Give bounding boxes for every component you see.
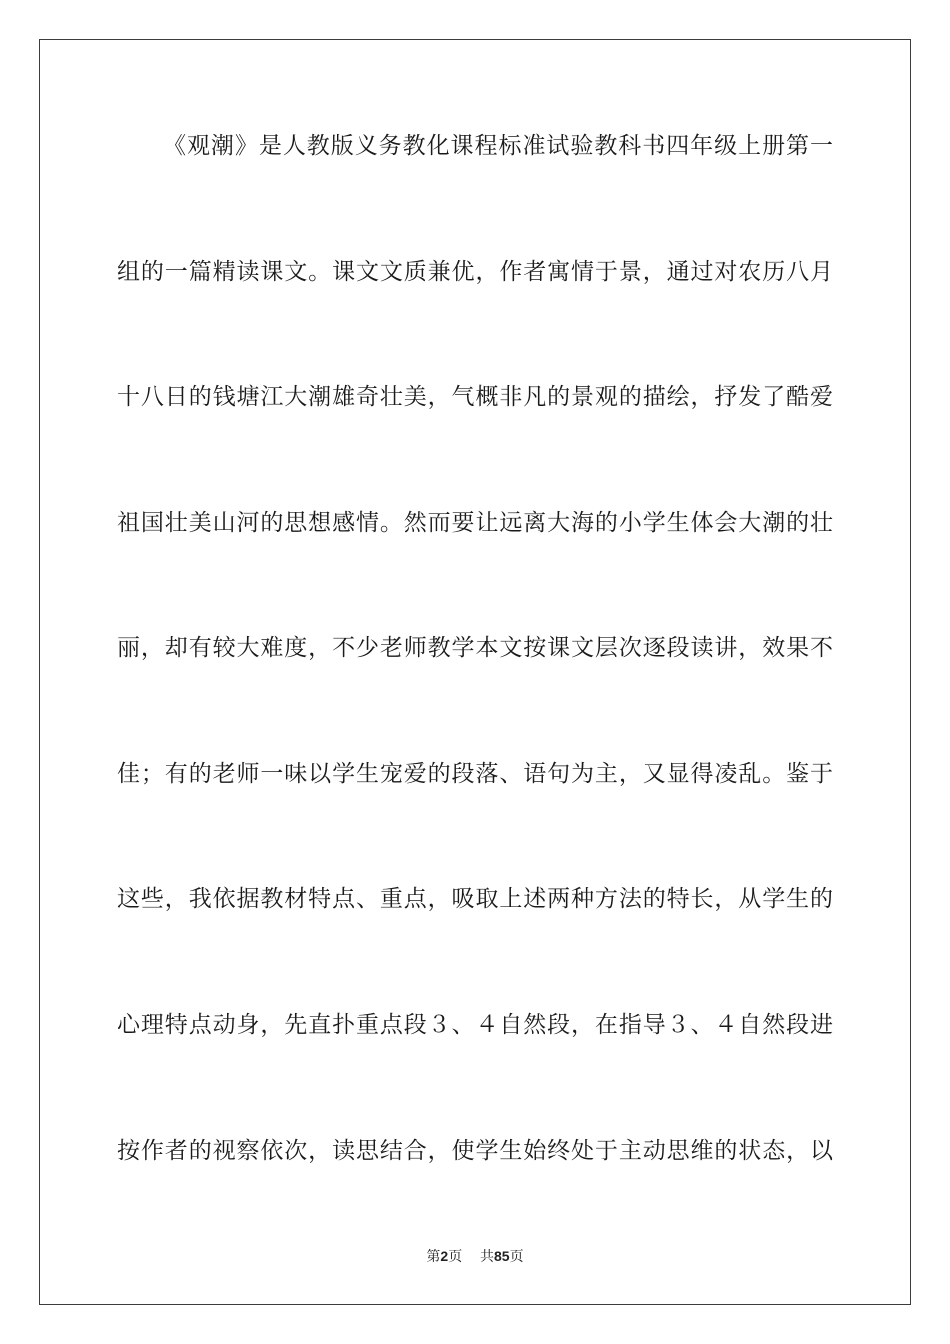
total-prefix: 共: [480, 1249, 495, 1265]
paragraph-line-8: 心理特点动身，先直扑重点段３、４自然段，在指导３、４自然段进: [117, 1012, 833, 1038]
page-number: 2: [440, 1248, 449, 1264]
page-border: [39, 39, 911, 1305]
paragraph-line-2: 组的一篇精读课文。课文文质兼优，作者寓情于景，通过对农历八月: [117, 259, 833, 285]
paragraph-line-9: 按作者的视察依次，读思结合，使学生始终处于主动思维的状态，以: [117, 1138, 833, 1164]
paragraph-line-3: 十八日的钱塘江大潮雄奇壮美，气概非凡的景观的描绘，抒发了酷爱: [117, 384, 833, 410]
paragraph-line-1: 《观潮》是人教版义务教化课程标准试验教科书四年级上册第一: [163, 133, 833, 159]
paragraph-line-5: 丽，却有较大难度，不少老师教学本文按课文层次逐段读讲，效果不: [117, 635, 833, 661]
total-suffix: 页: [509, 1249, 524, 1265]
paragraph-line-6: 佳；有的老师一味以学生宠爱的段落、语句为主，又显得凌乱。鉴于: [117, 761, 833, 787]
total-pages: 85: [494, 1248, 510, 1264]
page-footer: [0, 1247, 950, 1266]
page-prefix: 第: [426, 1249, 441, 1265]
paragraph-line-4: 祖国壮美山河的思想感情。然而要让远离大海的小学生体会大潮的壮: [117, 510, 833, 536]
paragraph-line-7: 这些，我依据教材特点、重点，吸取上述两种方法的特长，从学生的: [117, 886, 833, 912]
page-suffix: 页: [448, 1249, 463, 1265]
